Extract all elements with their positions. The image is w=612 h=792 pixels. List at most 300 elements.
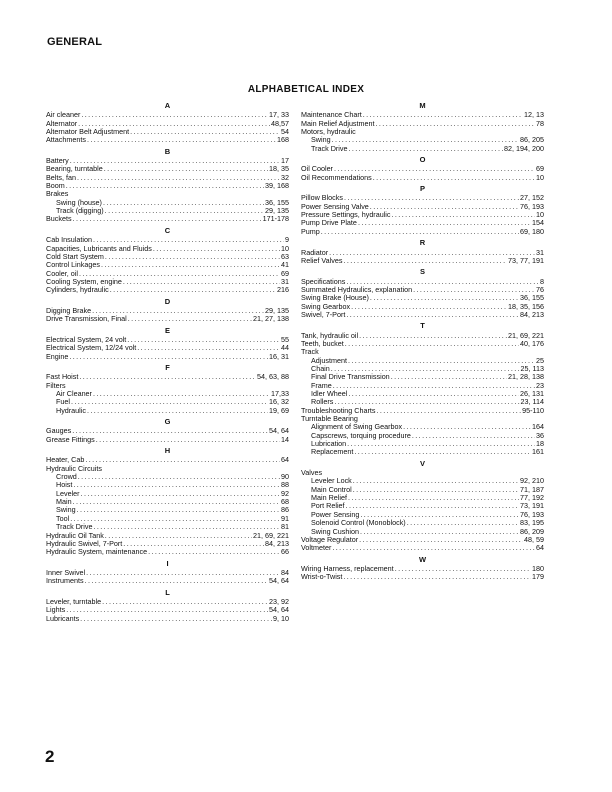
index-entry — [46, 111, 289, 119]
entry-page-ref: 29, 135 — [265, 206, 289, 216]
entry-page-ref: 23, 92 — [269, 596, 289, 606]
entry-label: Pump — [301, 226, 320, 236]
index-letter-heading: C — [164, 225, 171, 235]
entry-page-ref: 54, 64 — [269, 605, 289, 615]
index-entry — [46, 373, 289, 381]
index-entry — [301, 174, 544, 182]
section-header: GENERAL — [47, 36, 103, 48]
entry-page-ref: 48,57 — [271, 118, 289, 128]
dot-leader — [81, 111, 268, 119]
entry-label: Electrical System, 12/24 volt — [46, 343, 137, 353]
entry-label: Swing Brake (House) — [301, 293, 369, 303]
dot-leader — [148, 548, 280, 556]
dot-leader — [66, 182, 264, 190]
dot-leader — [93, 523, 280, 531]
dot-leader — [370, 203, 519, 211]
entry-label: Hydraulic — [56, 405, 86, 415]
index-subentry — [301, 373, 544, 381]
entry-page-ref: 54 — [281, 127, 289, 137]
entry-label: Drive Transmission, Final — [46, 314, 127, 324]
entry-page-ref: 73, 191 — [520, 501, 544, 511]
entry-label: Crowd — [56, 472, 77, 482]
entry-label: Main — [56, 497, 72, 507]
dot-leader — [370, 294, 519, 302]
dot-leader — [376, 407, 521, 415]
dot-leader — [101, 261, 280, 269]
index-subentry — [301, 357, 544, 365]
dot-leader — [345, 340, 519, 348]
entry-page-ref: 31 — [536, 247, 544, 257]
dot-leader — [346, 311, 519, 319]
entry-page-ref: 21, 28, 138 — [508, 372, 544, 382]
index-letter-heading: M — [419, 101, 426, 110]
index-letter-heading: W — [418, 554, 427, 564]
dot-leader — [87, 407, 268, 415]
entry-label: Cooler, oil — [46, 268, 78, 278]
dot-leader — [348, 145, 503, 153]
entry-page-ref: 18, 35 — [269, 164, 289, 174]
entry-label: Chain — [311, 363, 330, 373]
dot-leader — [329, 249, 535, 257]
dot-leader — [153, 245, 280, 253]
dot-leader — [127, 336, 280, 344]
entry-page-ref: 84 — [281, 567, 289, 577]
entry-page-ref: 69 — [281, 268, 289, 278]
entry-label: Buckets — [46, 214, 72, 224]
entry-page-ref: 21, 27, 138 — [253, 314, 289, 324]
entry-page-ref: 95-110 — [522, 405, 544, 415]
dot-leader — [87, 136, 276, 144]
entry-label: Brakes — [46, 189, 69, 199]
entry-label: Teeth, bucket — [301, 338, 344, 348]
index-entry — [46, 436, 289, 444]
entry-label: Adjustment — [311, 355, 347, 365]
entry-label: Digging Brake — [46, 305, 92, 315]
index-letter-heading: S — [419, 267, 425, 277]
entry-label: Valves — [301, 468, 323, 478]
dot-leader — [343, 257, 507, 265]
entry-label: Fast Hoist — [46, 372, 79, 382]
index-column-left — [46, 102, 289, 623]
entry-label: Leveler, turntable — [46, 596, 102, 606]
dot-leader — [333, 382, 535, 390]
entry-page-ref: 26, 131 — [520, 389, 544, 398]
index-subentry — [46, 390, 289, 398]
entry-label: Track Drive — [311, 143, 348, 153]
dot-leader — [348, 494, 519, 502]
entry-label: Leveler — [56, 488, 80, 498]
entry-label: Engine — [46, 351, 69, 361]
dot-leader — [77, 506, 280, 514]
dot-leader — [96, 436, 280, 444]
dot-leader — [73, 481, 280, 489]
index-letter-heading: R — [419, 238, 426, 248]
index-subentry — [46, 481, 289, 489]
entry-label: Relief Valves — [301, 255, 343, 265]
dot-leader — [376, 120, 535, 128]
entry-page-ref: 54, 64 — [269, 576, 289, 586]
entry-label: Port Relief — [311, 501, 345, 511]
entry-label: Lights — [46, 605, 66, 615]
entry-label: Swing Gearbox — [301, 301, 351, 311]
entry-page-ref: 69 — [536, 164, 544, 174]
entry-label: Turntable Bearing — [301, 414, 358, 424]
entry-label: Voltage Regulator — [301, 534, 359, 544]
entry-label: Filters — [46, 380, 66, 390]
index-entry — [46, 315, 289, 323]
entry-label: Track (digging) — [56, 206, 104, 216]
entry-page-ref: 9 — [285, 235, 289, 245]
entry-label: Cab Insulation — [46, 235, 92, 245]
entry-label: Maintenance Chart — [301, 110, 362, 120]
dot-leader — [81, 490, 280, 498]
dot-leader — [73, 215, 262, 223]
dot-leader — [102, 598, 268, 606]
entry-label: Battery — [46, 156, 69, 166]
dot-leader — [332, 544, 535, 552]
entry-page-ref: 29, 135 — [265, 305, 289, 315]
dot-leader — [413, 286, 535, 294]
entry-label: Leveler Lock — [311, 476, 352, 486]
entry-label: Alignment of Swing Gearbox — [311, 422, 403, 432]
entry-page-ref: 18 — [536, 439, 544, 449]
entry-label: Pressure Settings, hydraulic — [301, 210, 391, 220]
index-letter-heading: G — [164, 417, 171, 427]
entry-label: Fuel — [56, 397, 70, 407]
entry-label: Solenoid Control (Monoblock) — [311, 518, 406, 528]
entry-page-ref: 180 — [532, 563, 544, 573]
entry-page-ref: 216 — [277, 285, 289, 295]
index-subentry — [301, 390, 544, 398]
index-entry — [46, 261, 289, 269]
dot-leader — [104, 165, 268, 173]
entry-page-ref: 25, 113 — [520, 363, 544, 373]
entry-page-ref: 36, 155 — [265, 197, 289, 207]
entry-page-ref: 68 — [281, 497, 289, 507]
dot-leader — [358, 219, 531, 227]
index-letter-heading: E — [164, 325, 170, 335]
entry-label: Capscrews, torquing procedure — [311, 430, 411, 440]
entry-label: Main Relief — [311, 493, 347, 503]
entry-page-ref: 32 — [281, 172, 289, 182]
entry-label: Boom — [46, 181, 65, 191]
entry-label: Lubrication — [311, 439, 347, 449]
entry-label: Cylinders, hydraulic — [46, 285, 109, 295]
entry-page-ref: 71, 187 — [520, 484, 544, 494]
entry-page-ref: 16, 32 — [269, 397, 289, 407]
dot-leader — [363, 111, 523, 119]
index-entry — [301, 340, 544, 348]
entry-page-ref: 9, 10 — [273, 613, 289, 623]
entry-page-ref: 54, 63, 88 — [257, 372, 289, 382]
dot-leader — [343, 573, 531, 581]
entry-page-ref: 81 — [281, 522, 289, 532]
entry-page-ref: 12, 13 — [524, 110, 544, 120]
entry-page-ref: 76 — [536, 284, 544, 294]
entry-label: Pillow Blocks — [301, 193, 343, 203]
dot-leader — [77, 174, 280, 182]
entry-label: Main Relief Adjustment — [301, 118, 375, 128]
entry-page-ref: 19, 69 — [269, 405, 289, 415]
index-entry — [46, 606, 289, 614]
index-letter-heading: L — [165, 587, 170, 597]
dot-leader — [105, 253, 280, 261]
entry-label: Summated Hydraulics, explanation — [301, 284, 413, 294]
index-entry — [46, 353, 289, 361]
entry-page-ref: 154 — [532, 218, 544, 228]
dot-leader — [354, 448, 531, 456]
entry-page-ref: 76, 193 — [520, 201, 544, 211]
entry-page-ref: 21, 69, 221 — [508, 330, 544, 340]
entry-label: Specifications — [301, 276, 346, 286]
dot-leader — [137, 344, 280, 352]
index-entry — [301, 536, 544, 544]
entry-page-ref: 25 — [536, 355, 544, 365]
index-column-right — [301, 102, 544, 582]
entry-label: Rollers — [311, 397, 334, 407]
entry-label: Wrist-o-Twist — [301, 572, 343, 582]
index-entry — [46, 344, 289, 352]
entry-label: Voltmeter — [301, 543, 332, 553]
dot-leader — [80, 615, 272, 623]
entry-page-ref: 88 — [281, 480, 289, 490]
index-letter-heading: V — [419, 458, 425, 468]
entry-label: Final Drive Transmission — [311, 372, 390, 382]
index-entry — [46, 136, 289, 144]
entry-label: Replacement — [311, 447, 354, 457]
index-letter-heading: B — [164, 146, 171, 156]
entry-label: Swing — [56, 505, 76, 515]
entry-page-ref: 171-178 — [262, 214, 289, 224]
entry-page-ref: 64 — [536, 543, 544, 553]
index-title: ALPHABETICAL INDEX — [247, 84, 365, 95]
entry-label: Hoist — [56, 480, 73, 490]
entry-page-ref: 92 — [281, 488, 289, 498]
entry-page-ref: 73, 77, 191 — [508, 255, 544, 265]
entry-label: Radiator — [301, 247, 329, 257]
dot-leader — [412, 432, 535, 440]
index-entry — [46, 286, 289, 294]
index-subentry — [46, 473, 289, 481]
dot-leader — [321, 228, 519, 236]
dot-leader — [103, 199, 264, 207]
entry-label: Idler Wheel — [311, 389, 348, 398]
entry-page-ref: 83, 195 — [520, 518, 544, 528]
entry-page-ref: 27, 152 — [520, 193, 544, 203]
entry-page-ref: 179 — [532, 572, 544, 582]
index-entry — [301, 228, 544, 236]
dot-leader — [373, 174, 535, 182]
entry-page-ref: 36, 155 — [520, 293, 544, 303]
dot-leader — [344, 194, 519, 202]
dot-leader — [128, 315, 252, 323]
entry-label: Inner Swivel — [46, 567, 86, 577]
entry-label: Oil Cooler — [301, 164, 333, 174]
entry-page-ref: 84, 213 — [265, 538, 289, 548]
entry-label: Swing Cushion — [311, 526, 359, 536]
index-letter-heading: T — [420, 321, 425, 331]
entry-label: Cold Start System — [46, 251, 104, 261]
entry-label: Hydraulic Swivel, 7-Port — [46, 538, 123, 548]
index-subentry — [301, 145, 544, 153]
entry-page-ref: 17 — [281, 156, 289, 166]
entry-label: Bearing, turntable — [46, 164, 103, 174]
index-entry — [46, 548, 289, 556]
dot-leader — [403, 423, 531, 431]
entry-label: Wiring Harness, replacement — [301, 563, 394, 573]
index-letter-heading: P — [419, 184, 425, 194]
entry-label: Alternator Belt Adjustment — [46, 127, 130, 137]
index-subentry — [46, 490, 289, 498]
entry-page-ref: 92, 210 — [520, 476, 544, 486]
index-letter-heading: D — [164, 296, 171, 306]
entry-label: Frame — [311, 380, 332, 390]
entry-page-ref: 55 — [281, 334, 289, 344]
entry-page-ref: 86 — [281, 505, 289, 515]
entry-page-ref: 78 — [536, 118, 544, 128]
entry-label: Air cleaner — [46, 110, 81, 120]
entry-label: Track — [301, 347, 319, 357]
index-subentry — [46, 207, 289, 215]
entry-page-ref: 64 — [281, 455, 289, 465]
dot-leader — [395, 565, 531, 573]
entry-label: Tool — [56, 513, 70, 523]
entry-label: Tank, hydraulic oil — [301, 330, 359, 340]
dot-leader — [93, 390, 270, 398]
dot-leader — [85, 456, 280, 464]
entry-page-ref: 31 — [281, 276, 289, 286]
entry-label: Hydraulic Circuits — [46, 463, 102, 473]
index-entry — [46, 577, 289, 585]
entry-page-ref: 54, 64 — [269, 426, 289, 436]
entry-page-ref: 164 — [532, 422, 544, 432]
entry-label: Hydraulic System, maintenance — [46, 547, 148, 557]
entry-page-ref: 23 — [536, 380, 544, 390]
dot-leader — [70, 515, 280, 523]
index-subentry — [46, 506, 289, 514]
dot-leader — [79, 373, 256, 381]
index-letter-heading: F — [165, 362, 170, 372]
entry-page-ref: 84, 213 — [520, 309, 544, 319]
entry-label: Power Sensing Valve — [301, 201, 369, 211]
dot-leader — [110, 286, 276, 294]
index-entry — [46, 615, 289, 623]
entry-label: Hydraulic Oil Tank — [46, 530, 104, 540]
entry-page-ref: 66 — [281, 547, 289, 557]
entry-page-ref: 40, 176 — [520, 338, 544, 348]
entry-label: Motors, hydraulic — [301, 127, 356, 137]
dot-leader — [391, 373, 507, 381]
entry-page-ref: 69, 180 — [520, 226, 544, 236]
dot-leader — [347, 440, 535, 448]
entry-label: Belts, fan — [46, 172, 76, 182]
dot-leader — [66, 606, 268, 614]
dot-leader — [359, 332, 507, 340]
entry-label: Electrical System, 24 volt — [46, 334, 127, 344]
entry-page-ref: 76, 193 — [520, 509, 544, 519]
entry-page-ref: 10 — [536, 172, 544, 182]
entry-page-ref: 48, 59 — [524, 534, 544, 544]
entry-label: Main Control — [311, 484, 352, 494]
dot-leader — [351, 303, 507, 311]
entry-page-ref: 10 — [536, 210, 544, 220]
entry-label: Swivel, 7-Port — [301, 309, 346, 319]
entry-label: Oil Recommendations — [301, 172, 372, 182]
entry-page-ref: 41 — [281, 260, 289, 270]
index-entry — [301, 219, 544, 227]
index-entry — [301, 573, 544, 581]
dot-leader — [105, 207, 264, 215]
index-entry — [46, 182, 289, 190]
dot-leader — [353, 477, 519, 485]
entry-page-ref: 168 — [277, 135, 289, 145]
dot-leader — [130, 128, 280, 136]
index-letter-heading: I — [166, 558, 169, 568]
index-entry — [46, 465, 289, 473]
entry-label: Swing — [311, 135, 331, 145]
dot-leader — [69, 353, 268, 361]
entry-page-ref: 63 — [281, 251, 289, 261]
dot-leader — [73, 498, 280, 506]
index-letter-heading: A — [164, 101, 171, 110]
dot-leader — [392, 211, 536, 219]
index-entry — [46, 598, 289, 606]
entry-page-ref: 77, 192 — [520, 493, 544, 503]
entry-page-ref: 90 — [281, 472, 289, 482]
index-entry — [301, 544, 544, 552]
index-subentry — [46, 498, 289, 506]
entry-page-ref: 86, 205 — [520, 135, 544, 145]
entry-label: Gauges — [46, 426, 72, 436]
index-entry — [301, 311, 544, 319]
index-entry — [301, 128, 544, 136]
dot-leader — [407, 519, 519, 527]
index-subentry — [301, 448, 544, 456]
entry-label: Cooling System, engine — [46, 276, 122, 286]
entry-label: Grease Fittings — [46, 434, 95, 444]
dot-leader — [359, 536, 523, 544]
dot-leader — [360, 528, 519, 536]
dot-leader — [71, 398, 268, 406]
entry-label: Capacities, Lubricants and Fluids — [46, 243, 152, 253]
entry-label: Track Drive — [56, 522, 93, 532]
dot-leader — [348, 390, 519, 398]
entry-page-ref: 39, 168 — [265, 181, 289, 191]
entry-page-ref: 21, 69, 221 — [253, 530, 289, 540]
entry-label: Swing (house) — [56, 197, 102, 207]
entry-page-ref: 17, 33 — [269, 110, 289, 120]
entry-page-ref: 91 — [281, 513, 289, 523]
dot-leader — [85, 577, 268, 585]
index-entry — [46, 165, 289, 173]
entry-label: Air Cleaner — [56, 389, 92, 398]
entry-label: Attachments — [46, 135, 86, 145]
entry-page-ref: 36 — [536, 430, 544, 440]
entry-page-ref: 44 — [281, 343, 289, 353]
dot-leader — [346, 502, 519, 510]
dot-leader — [105, 532, 252, 540]
entry-label: Heater, Cab — [46, 455, 85, 465]
entry-label: Control Linkages — [46, 260, 100, 270]
entry-label: Pump Drive Plate — [301, 218, 357, 228]
index-letter-heading: H — [164, 446, 171, 456]
entry-label: Troubleshooting Charts — [301, 405, 376, 415]
dot-leader — [72, 427, 268, 435]
entry-page-ref: 16, 31 — [269, 351, 289, 361]
entry-label: Power Sensing — [311, 509, 360, 519]
entry-label: Instruments — [46, 576, 84, 586]
page-number: 2 — [45, 747, 55, 766]
